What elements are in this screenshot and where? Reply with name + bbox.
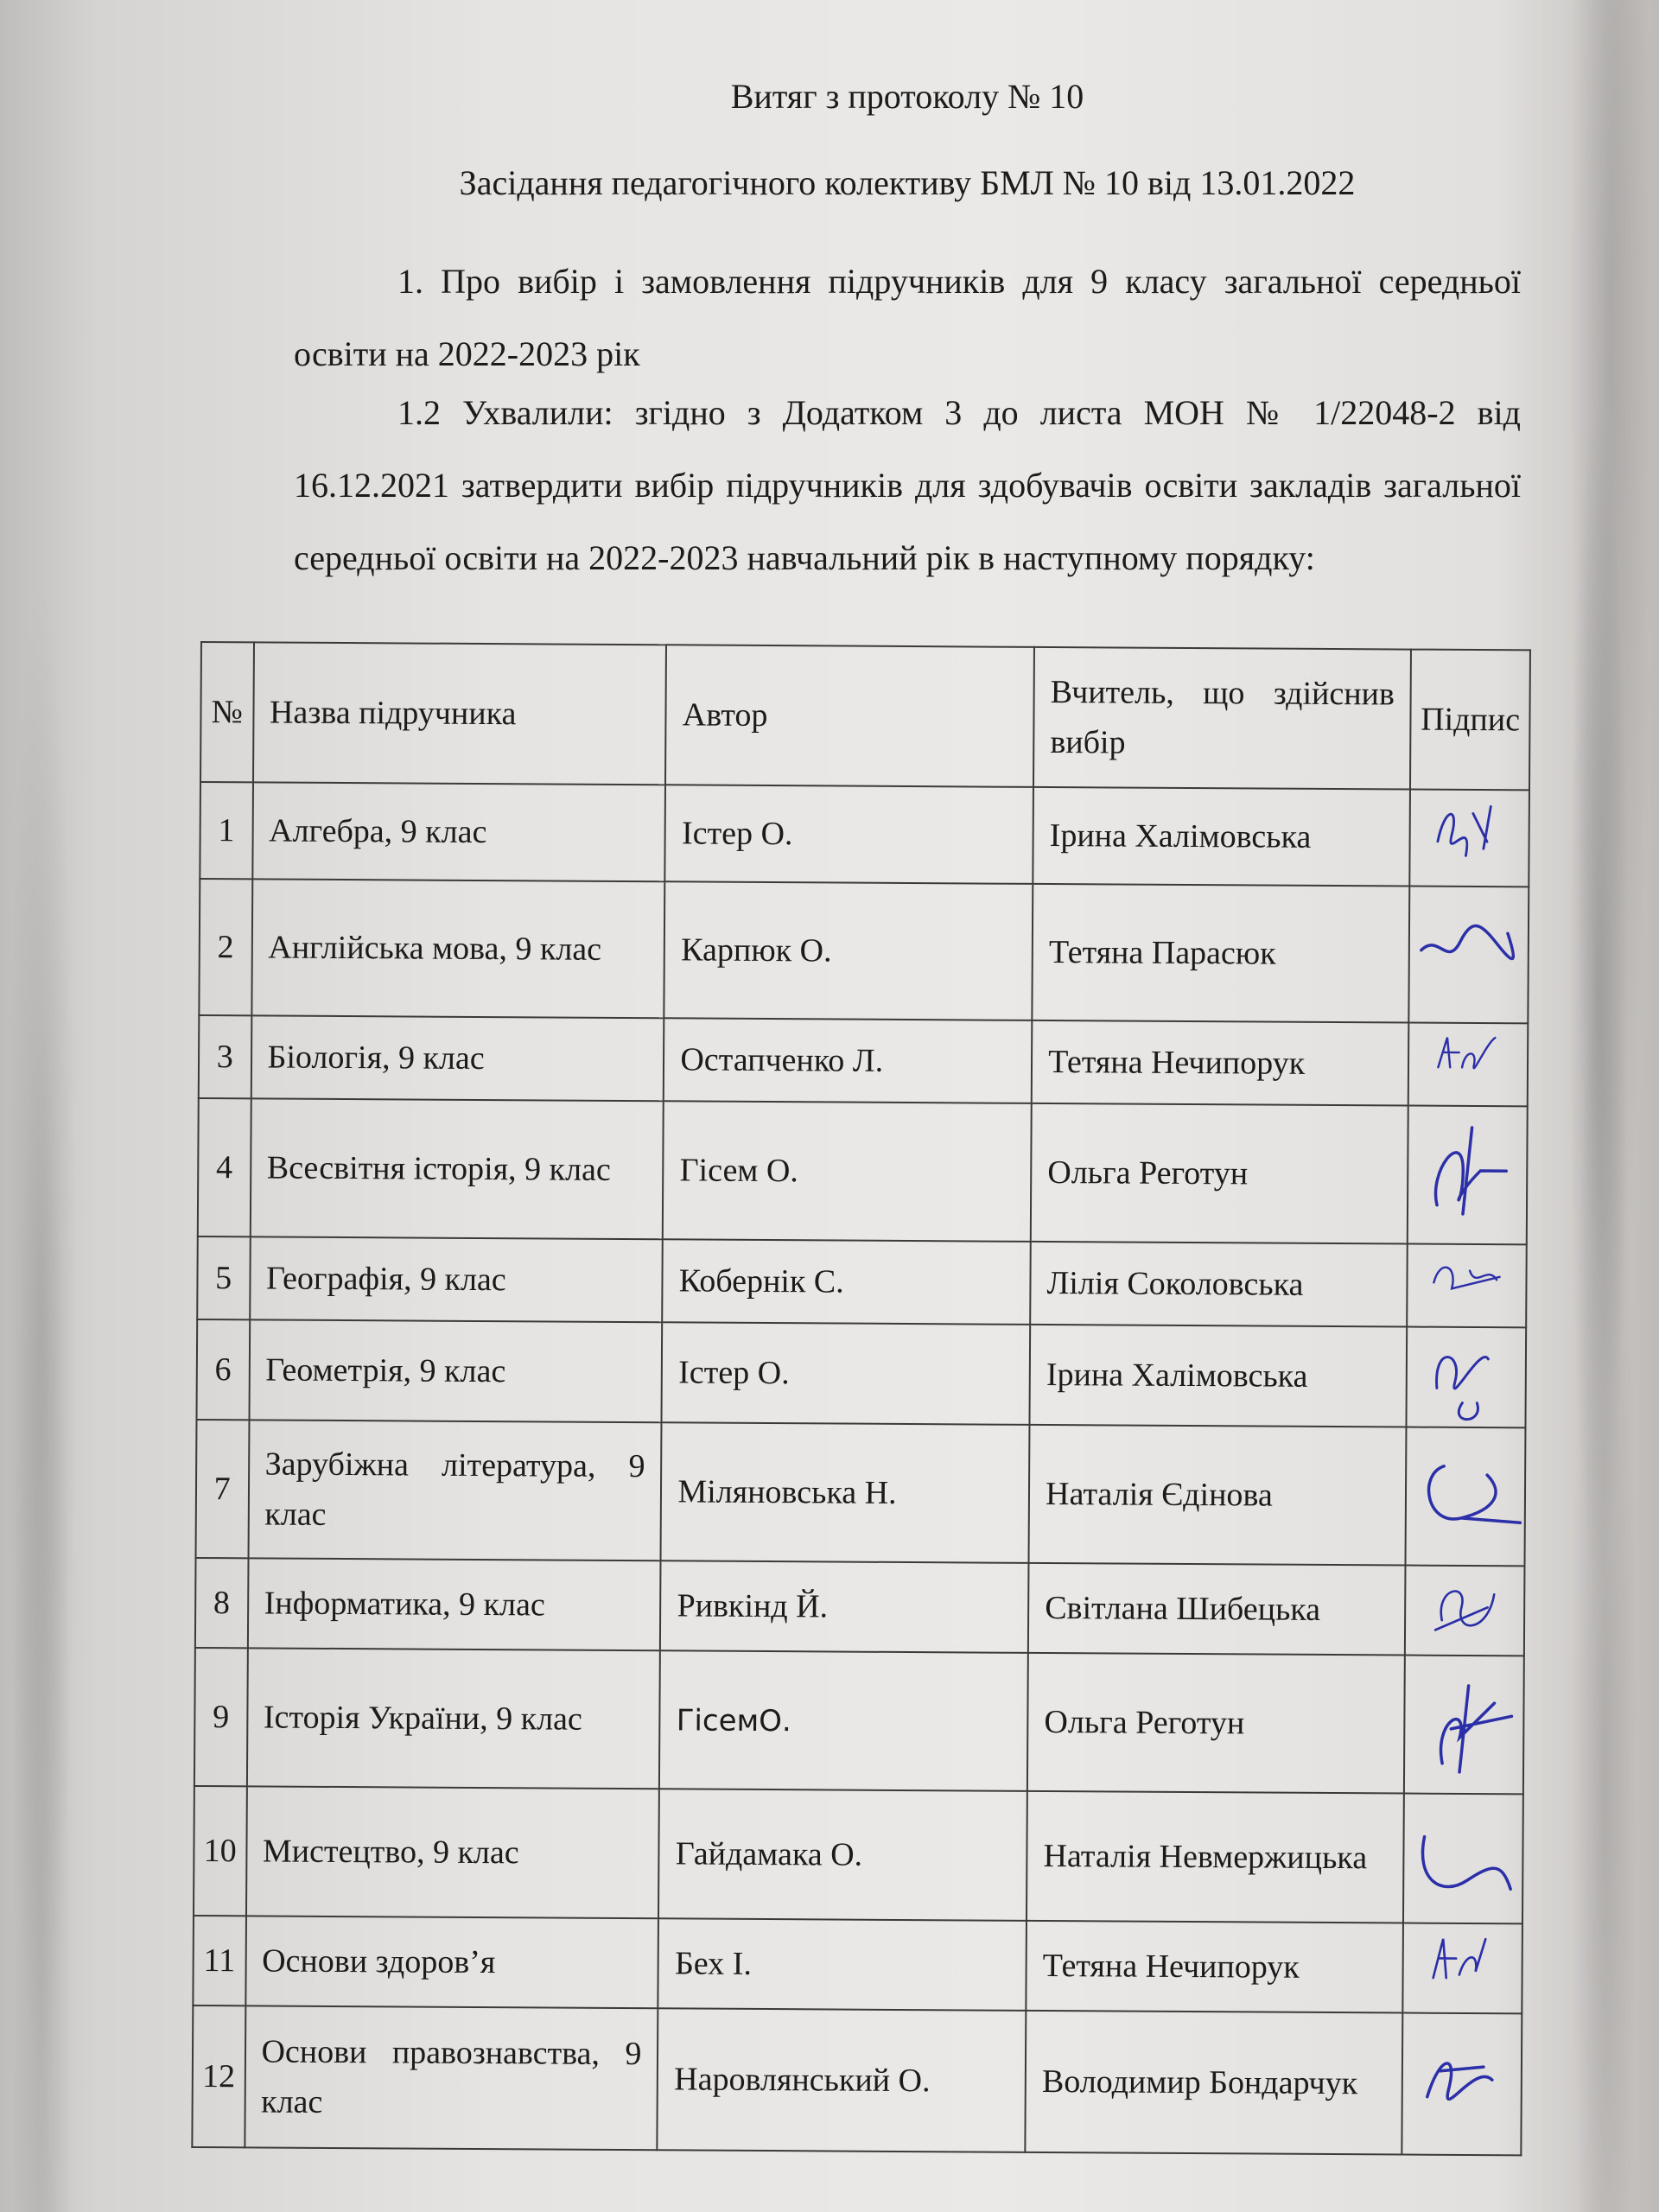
header-teacher: Вчитель, що здійснив вибір [1033, 647, 1411, 790]
signature-stroke [1422, 1837, 1510, 1890]
row-author-text: Бех І. [674, 1945, 753, 1982]
row-number-text: 2 [217, 929, 234, 966]
row-signature [1409, 887, 1529, 1024]
row-teacher-text: Ольга Реготун [1047, 1154, 1249, 1192]
row-number [196, 1420, 249, 1558]
table-row [196, 1420, 1526, 1566]
row-teacher [1032, 1020, 1409, 1106]
row-author [663, 1101, 1032, 1242]
handwritten-signature-icon [1413, 899, 1526, 1012]
row-number [199, 1015, 251, 1098]
row-author [659, 1650, 1028, 1791]
row-book-title [251, 879, 665, 1018]
row-signature [1403, 1794, 1523, 1924]
row-author-text: ГісемО. [676, 1702, 791, 1738]
row-teacher [1027, 1791, 1404, 1923]
table-row [195, 1558, 1525, 1656]
row-signature [1408, 1023, 1528, 1107]
row-book-title [250, 1236, 663, 1322]
table-row [192, 2005, 1522, 2155]
row-author-text: Істер О. [681, 815, 793, 853]
row-number [197, 1236, 250, 1319]
row-teacher [1030, 1325, 1408, 1427]
scan-shadow-left [0, 0, 104, 2212]
row-signature [1407, 1244, 1526, 1328]
row-number-text: 11 [203, 1942, 236, 1980]
signature-stroke [1427, 2063, 1492, 2100]
handwritten-signature-icon [1412, 1026, 1525, 1104]
row-number [198, 1098, 251, 1236]
row-teacher [1031, 1103, 1408, 1244]
handwritten-signature-icon [1406, 2028, 1519, 2141]
signature-stroke [1435, 1591, 1494, 1630]
handwritten-signature-icon [1409, 1440, 1522, 1554]
signature-stroke [1428, 1466, 1522, 1523]
row-teacher [1025, 2011, 1402, 2155]
row-author [661, 1422, 1030, 1563]
row-teacher [1029, 1425, 1407, 1566]
row-book-title [245, 1916, 659, 2008]
handwritten-signature-icon [1410, 1330, 1523, 1426]
row-teacher-text: Ірина Халімовська [1049, 817, 1312, 855]
header-author: Автор [665, 645, 1034, 787]
row-book-title [247, 1558, 661, 1650]
row-number [195, 1558, 248, 1648]
table-row [198, 1098, 1528, 1244]
row-teacher-text: Тетяна Нечипорук [1042, 1947, 1300, 1986]
row-signature [1403, 1923, 1522, 2014]
row-book-title [245, 2005, 658, 2150]
row-book-title-text: Всесвітня історія, 9 клас [266, 1149, 611, 1188]
row-author-text: Кобернік С. [678, 1262, 844, 1300]
handwritten-signature-icon [1413, 792, 1526, 885]
row-book-title-text: Основи правознавства, 9 клас [261, 2033, 642, 2120]
paragraph-item-1: 1. Про вибір і замовлення підручників для 9 класу загальної середньої освіти на 2022-2023 рік [294, 262, 1521, 373]
row-number [194, 1648, 247, 1786]
header-number: № [200, 642, 254, 782]
document-subtitle: Засідання педагогічного колективу БМЛ № 10 від 13.01.2022 [459, 163, 1356, 202]
row-signature [1404, 1656, 1524, 1795]
row-number-text: 3 [216, 1039, 233, 1076]
row-teacher [1033, 787, 1410, 887]
row-author [658, 1789, 1027, 1921]
row-book-title-text: Географія, 9 клас [265, 1260, 506, 1299]
row-book-title-text: Біологія, 9 клас [267, 1039, 485, 1077]
row-signature [1402, 2013, 1522, 2156]
row-book-title-text: Геометрія, 9 клас [265, 1351, 506, 1390]
row-book-title [248, 1420, 662, 1560]
row-book-title [251, 1015, 664, 1101]
row-author [663, 1239, 1031, 1325]
row-teacher-text: Ірина Халімовська [1046, 1356, 1308, 1395]
row-author [660, 1560, 1028, 1653]
row-author [664, 881, 1033, 1020]
row-author [658, 2008, 1027, 2152]
handwritten-signature-icon [1407, 1802, 1520, 1916]
table-row [197, 1236, 1527, 1327]
row-teacher [1026, 1921, 1403, 2013]
signature-stroke [1433, 1268, 1499, 1289]
row-teacher-text: Тетяна Парасюк [1048, 934, 1276, 972]
row-teacher [1027, 1653, 1405, 1794]
row-teacher [1028, 1563, 1406, 1656]
row-signature [1408, 1106, 1528, 1245]
row-teacher-text: Наталія Єдінова [1045, 1475, 1273, 1514]
handwritten-signature-icon [1408, 1568, 1522, 1654]
row-teacher-text: Лілія Соколовська [1046, 1264, 1304, 1303]
row-number-text: 8 [213, 1585, 231, 1622]
row-author-text: Карпюк О. [681, 931, 832, 969]
row-number [199, 879, 251, 1015]
signature-stroke [1435, 1128, 1506, 1214]
row-number [192, 2005, 245, 2147]
row-book-title [249, 1319, 663, 1422]
handwritten-signature-icon [1408, 1669, 1521, 1782]
row-teacher [1030, 1242, 1408, 1327]
header-book-title: Назва підручника [253, 642, 667, 785]
row-book-title [252, 782, 666, 881]
row-author [664, 1018, 1032, 1103]
table-row [200, 782, 1529, 887]
row-author-text: Наровлянський О. [674, 2061, 931, 2100]
signature-stroke [1436, 1357, 1488, 1420]
row-number-text: 9 [213, 1699, 230, 1736]
row-author [658, 1918, 1027, 2011]
signature-stroke [1441, 1686, 1512, 1772]
table-row [199, 879, 1529, 1023]
row-teacher-text: Наталія Невмержицька [1043, 1837, 1368, 1877]
row-author-text: Істер О. [678, 1354, 790, 1392]
table-header-row [200, 642, 1530, 790]
row-author-text: Міляновська Н. [677, 1473, 897, 1511]
table-row [193, 1916, 1522, 2013]
table-row [194, 1648, 1524, 1794]
handwritten-signature-icon [1411, 1119, 1524, 1232]
row-book-title-text: Зарубіжна література, 9 клас [264, 1446, 645, 1533]
row-book-title [246, 1648, 660, 1789]
row-signature [1407, 1327, 1526, 1428]
signature-stroke [1438, 806, 1491, 855]
signature-stroke [1433, 1939, 1486, 1979]
row-signature [1405, 1566, 1524, 1656]
row-book-title-text: Основи здоров’я [262, 1942, 496, 1981]
row-number [194, 1786, 246, 1916]
row-book-title [246, 1786, 660, 1918]
header-signature: Підпис [1410, 650, 1530, 791]
table-row [196, 1319, 1526, 1427]
signature-stroke [1439, 1038, 1496, 1069]
row-author [662, 1322, 1030, 1425]
row-author-text: Гайдамака О. [675, 1835, 863, 1873]
textbooks-table [191, 641, 1531, 2156]
row-teacher-text: Світлана Шибецька [1045, 1589, 1321, 1628]
row-book-title-text: Мистецтво, 9 клас [262, 1833, 519, 1872]
row-number-text: 1 [218, 812, 235, 849]
row-book-title-text: Англійська мова, 9 клас [268, 929, 602, 968]
row-teacher-text: Ольга Реготун [1044, 1703, 1245, 1742]
handwritten-signature-icon [1406, 1926, 1519, 2012]
row-teacher-text: Володимир Бондарчук [1041, 2063, 1358, 2102]
signature-stroke [1421, 925, 1514, 958]
row-number-text: 12 [201, 2058, 236, 2095]
row-teacher [1032, 884, 1409, 1023]
table-row [194, 1786, 1523, 1923]
row-signature [1406, 1427, 1526, 1567]
row-number [196, 1319, 249, 1420]
paragraph-item-1-2: 1.2 Ухвалили: згідно з Додатком 3 до листа МОН № 1/22048-2 від 16.12.2021 затвердити вибір підручників для здобувачів освіти закладів загальної середньої освіти на 2022-2023 навчальний рік в наступному порядку: [294, 393, 1521, 577]
row-teacher-text: Тетяна Нечипорук [1048, 1044, 1306, 1082]
row-number-text: 6 [214, 1351, 232, 1389]
row-author-text: Ривкінд Й. [677, 1587, 829, 1625]
row-number-text: 5 [215, 1260, 232, 1297]
handwritten-signature-icon [1410, 1247, 1523, 1325]
row-book-title-text: Інформатика, 9 клас [264, 1585, 545, 1624]
scan-shadow-right [1538, 0, 1659, 2212]
row-number [200, 782, 252, 879]
row-number-text: 7 [213, 1471, 231, 1508]
row-author-text: Гісем О. [679, 1152, 799, 1190]
table-row [199, 1015, 1529, 1106]
row-book-title [250, 1098, 664, 1239]
row-author-text: Остапченко Л. [680, 1041, 884, 1079]
document-title: Витяг з протоколу № 10 [730, 77, 1084, 116]
row-number [193, 1916, 245, 2005]
row-signature [1410, 790, 1529, 887]
row-book-title-text: Історія України, 9 клас [263, 1699, 582, 1738]
row-book-title-text: Алгебра, 9 клас [269, 812, 487, 851]
row-author [665, 785, 1033, 884]
row-number-text: 4 [215, 1149, 233, 1186]
row-number-text: 10 [203, 1833, 237, 1870]
